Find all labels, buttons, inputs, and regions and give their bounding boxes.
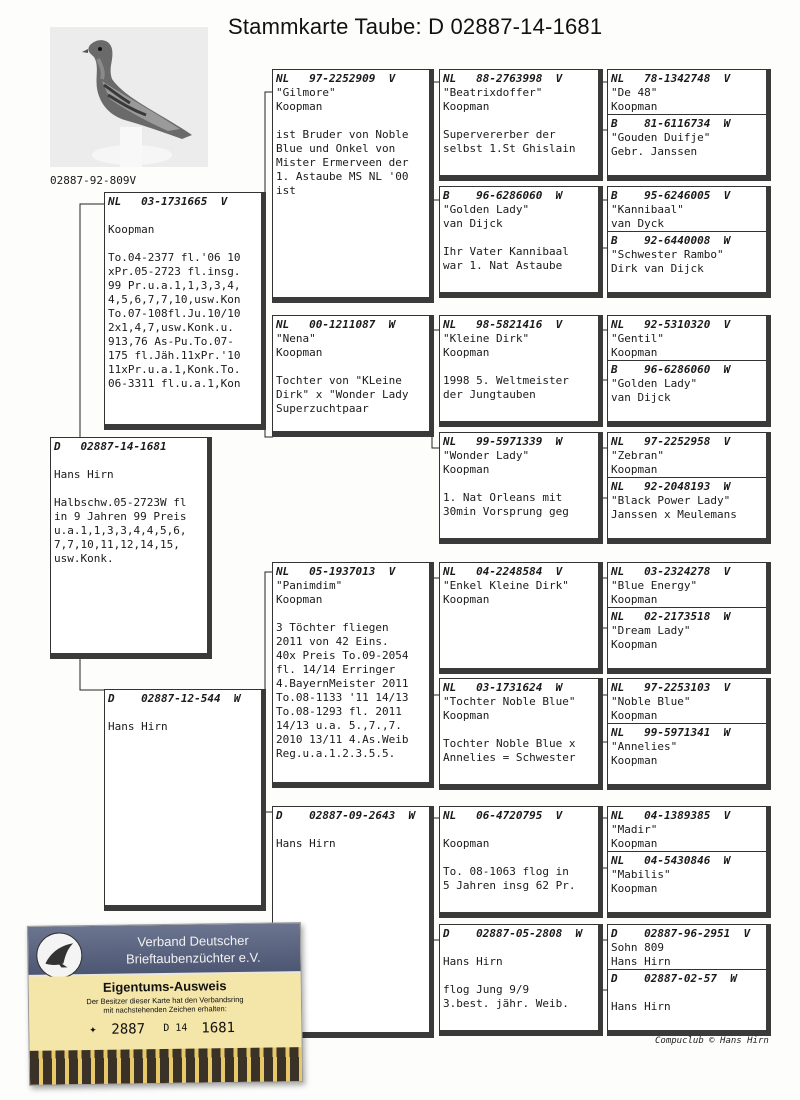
ring-number: B 96-6286060 W (611, 363, 731, 376)
entry-line: "Kleine Dirk" (443, 332, 530, 345)
ring-number: NL 03-2324278 V (611, 565, 731, 578)
pedigree-entry-h4 (608, 231, 766, 276)
pedigree-entry-g6 (443, 681, 595, 765)
entry-line (443, 360, 595, 374)
entry-line: Koopman (443, 593, 490, 606)
ring-number: NL 88-2763998 V (443, 72, 563, 85)
ring-number: NL 06-4720795 V (443, 809, 563, 822)
entry-line: 99 Pr.u.a.1,1,3,3,4, (108, 279, 241, 292)
entry-line: "Madir" (611, 823, 658, 836)
entry-line: 4,5,6,7,7,10,usw.Kon (108, 293, 241, 306)
badge-org-line1: Verband Deutscher (137, 932, 249, 950)
pedigree-entry-g2 (443, 189, 595, 273)
entry-line: ist (276, 184, 296, 197)
entry-line: 1998 5. Weltmeister (443, 374, 569, 387)
entry-line: "Gouden Duifje" (611, 131, 711, 144)
entry-line: 913,76 As-Pu.To.07- (108, 335, 234, 348)
card-main (50, 437, 212, 659)
entry-line: 14/13 u.a. 5.,7.,7. (276, 719, 402, 732)
dove-logo-icon (36, 932, 83, 979)
entry-line: der Jungtauben (443, 388, 536, 401)
pedigree-entry-main (54, 440, 204, 566)
pedigree-entry-h16 (608, 969, 766, 1014)
entry-line: 3 Töchter fliegen (276, 621, 389, 634)
ring-number: NL 00-1211087 W (276, 318, 396, 331)
entry-line: Koopman (443, 463, 490, 476)
pedigree-entry-gf2 (276, 565, 426, 761)
entry-line: "Annelies" (611, 740, 678, 753)
entry-line (108, 209, 258, 223)
entry-line: To.07-108fl.Ju.10/10 (108, 307, 241, 320)
card-h7-h8 (607, 432, 771, 544)
entry-line: 2011 von 42 Eins. (276, 635, 389, 648)
ring-number: B 96-6286060 W (443, 189, 563, 202)
ring-number: D 02887-14-1681 (54, 440, 167, 453)
ring-number: B 92-6440008 W (611, 234, 731, 247)
pedigree-entry-h13 (611, 809, 763, 851)
ring-number: NL 99-5971339 W (443, 435, 563, 448)
pedigree-entry-gm2 (276, 809, 426, 851)
card-h13-h14 (607, 806, 771, 918)
entry-line: Koopman (611, 837, 658, 850)
card-h11-h12 (607, 678, 771, 790)
entry-line: "Panimdim" (276, 579, 343, 592)
entry-line: 175 fl.Jäh.11xPr.'10 (108, 349, 241, 362)
pedigree-entry-h9 (611, 565, 763, 607)
entry-line: ist Bruder von Noble (276, 128, 409, 141)
entry-line: selbst 1.St Ghislain (443, 142, 576, 155)
entry-line: Koopman (611, 593, 658, 606)
entry-line: Gebr. Janssen (611, 145, 698, 158)
entry-line: 30min Vorsprung geg (443, 505, 569, 518)
entry-line: "Wonder Lady" (443, 449, 530, 462)
card-h1-h2 (607, 69, 771, 181)
entry-line: Tochter von "KLeine (276, 374, 402, 387)
pedigree-entry-h5 (611, 318, 763, 360)
entry-line: Sohn 809 (611, 941, 664, 954)
pedigree-entry-g5 (443, 565, 595, 607)
entry-line (108, 706, 258, 720)
entry-line: 2x1,4,7,usw.Konk.u. (108, 321, 234, 334)
ring-number: NL 02-2173518 W (611, 610, 731, 623)
entry-line (276, 823, 426, 837)
pedigree-entry-father (108, 195, 258, 391)
footer-credit: Compuclub © Hans Hirn (655, 1036, 769, 1046)
badge-title: Eigentums-Ausweis (102, 978, 227, 995)
pedigree-entry-gf1 (276, 72, 426, 198)
entry-line: Dirk" x "Wonder Lady (276, 388, 409, 401)
entry-line: "Golden Lady" (611, 377, 698, 390)
entry-line: Supervererber der (443, 128, 556, 141)
card-g2 (439, 186, 603, 298)
card-gm1 (272, 315, 434, 437)
card-g6 (439, 678, 603, 790)
entry-line: war 1. Nat Astaube (443, 259, 563, 272)
pedigree-entry-h8 (608, 477, 766, 522)
entry-line: Koopman (611, 463, 658, 476)
entry-line: "Noble Blue" (611, 695, 691, 708)
pedigree-entry-h7 (611, 435, 763, 477)
entry-line: Koopman (276, 593, 323, 606)
entry-line: Koopman (611, 100, 658, 113)
entry-line: xPr.05-2723 fl.insg. (108, 265, 241, 278)
ring-number: D 02887-12-544 W (108, 692, 241, 705)
ring-number: NL 99-5971341 W (611, 726, 731, 739)
entry-line: "Gilmore" (276, 86, 336, 99)
entry-line: 7,7,10,11,12,14,15, (54, 538, 180, 551)
entry-line: To.08-1133 '11 14/13 (276, 691, 409, 704)
ring-number: NL 78-1342748 V (611, 72, 731, 85)
pedigree-entry-mother (108, 692, 258, 734)
pedigree-entry-g1 (443, 72, 595, 156)
card-g3 (439, 315, 603, 427)
entry-line: 2010 13/11 4.As.Weib (276, 733, 409, 746)
card-gf2 (272, 562, 434, 788)
card-father (104, 192, 266, 430)
entry-line: Koopman (443, 346, 490, 359)
entry-line: "Schwester Rambo" (611, 248, 724, 261)
pedigree-entry-h6 (608, 360, 766, 405)
card-g5 (439, 562, 603, 674)
pedigree-entry-h1 (611, 72, 763, 114)
entry-line: "Zebran" (611, 449, 664, 462)
entry-line (443, 941, 595, 955)
badge-org-line2: Brieftaubenzüchter e.V. (125, 949, 261, 967)
pedigree-entry-h11 (611, 681, 763, 723)
card-h5-h6 (607, 315, 771, 427)
ring-number: NL 04-2248584 V (443, 565, 563, 578)
entry-line: To.08-1293 fl. 2011 (276, 705, 402, 718)
entry-line (108, 237, 258, 251)
entry-line: Koopman (611, 709, 658, 722)
entry-line: Mister Ermerveen der (276, 156, 409, 169)
pedigree-entry-g7 (443, 809, 595, 893)
pedigree-entry-gm1 (276, 318, 426, 416)
entry-line: Ihr Vater Kannibaal (443, 245, 569, 258)
ring-number: B 95-6246005 V (611, 189, 731, 202)
page-title: Stammkarte Taube: D 02887-14-1681 (228, 14, 603, 39)
entry-line: Koopman (611, 754, 658, 767)
entry-line: 06-3311 fl.u.a.1,Kon (108, 377, 241, 390)
entry-line (611, 986, 763, 1000)
entry-line: Dirk van Dijck (611, 262, 704, 275)
badge-description (43, 994, 287, 1015)
card-h15-h16 (607, 924, 771, 1036)
ring-number: NL 04-1389385 V (611, 809, 731, 822)
entry-line: van Dijck (611, 391, 671, 404)
entry-line (443, 477, 595, 491)
entry-line: 1. Nat Orleans mit (443, 491, 563, 504)
entry-line: Reg.u.a.1.2.3.5.5. (276, 747, 396, 760)
entry-line: fl. 14/14 Erringer (276, 663, 396, 676)
entry-line: 1. Astaube MS NL '00 (276, 170, 409, 183)
ring-club: 2887 (111, 1021, 146, 1038)
entry-line (443, 114, 595, 128)
ownership-badge (27, 922, 303, 1086)
entry-line: Koopman (443, 837, 490, 850)
ring-number: NL 97-2253103 V (611, 681, 731, 694)
ring-number: NL 97-2252909 V (276, 72, 396, 85)
entry-line: Hans Hirn (54, 468, 114, 481)
entry-line: "Tochter Noble Blue" (443, 695, 576, 708)
entry-line (443, 723, 595, 737)
badge-ring-number (89, 1017, 289, 1042)
pedigree-entry-h2 (608, 114, 766, 159)
ring-number: D 02887-02-57 W (611, 972, 737, 985)
entry-line: 11xPr.u.a.1,Konk.To. (108, 363, 241, 376)
entry-line: Hans Hirn (611, 1000, 671, 1013)
entry-line: Halbschw.05-2723W fl (54, 496, 187, 509)
card-g8 (439, 924, 603, 1036)
badge-desc-line2: mit nachstehenden Zeichen erhalten: (103, 1004, 227, 1015)
entry-line (54, 482, 204, 496)
ring-number: D 02887-05-2808 W (443, 927, 583, 940)
pedigree-entry-h10 (608, 607, 766, 652)
entry-line: "Black Power Lady" (611, 494, 731, 507)
entry-line: "Nena" (276, 332, 316, 345)
card-gf1 (272, 69, 434, 303)
entry-line: "Gentil" (611, 332, 664, 345)
entry-line: u.a.1,1,3,3,4,4,5,6, (54, 524, 187, 537)
entry-line: Hans Hirn (108, 720, 168, 733)
entry-line: To.04-2377 fl.'06 10 (108, 251, 241, 264)
card-g4 (439, 432, 603, 544)
ring-number: NL 03-1731665 V (108, 195, 228, 208)
entry-line (276, 114, 426, 128)
ring-number: NL 04-5430846 W (611, 854, 731, 867)
entry-line (443, 851, 595, 865)
badge-pattern (30, 1047, 302, 1085)
ring-number: NL 92-2048193 W (611, 480, 731, 493)
entry-line: "Golden Lady" (443, 203, 530, 216)
entry-line: Koopman (108, 223, 155, 236)
entry-line: "Beatrixdoffer" (443, 86, 543, 99)
entry-line (443, 969, 595, 983)
badge-desc-line1: Der Besitzer dieser Karte hat den Verbandsring (86, 994, 244, 1007)
entry-line: in 9 Jahren 99 Preis (54, 510, 187, 523)
card-h9-h10 (607, 562, 771, 674)
entry-line: Superzuchtpaar (276, 402, 369, 415)
pedigree-entry-g8 (443, 927, 595, 1011)
ring-number: NL 92-5310320 V (611, 318, 731, 331)
entry-line: Janssen x Meulemans (611, 508, 737, 521)
entry-line: flog Jung 9/9 (443, 983, 530, 996)
sire-ring-label: 02887-92-809V (50, 174, 137, 187)
entry-line: "Mabilis" (611, 868, 671, 881)
ring-number: NL 98-5821416 V (443, 318, 563, 331)
entry-line: Koopman (276, 100, 323, 113)
ring-number: NL 97-2252958 V (611, 435, 731, 448)
entry-line: Koopman (443, 709, 490, 722)
entry-line: 5 Jahren insg 62 Pr. (443, 879, 576, 892)
pedigree-entry-g3 (443, 318, 595, 402)
entry-line: Koopman (611, 638, 658, 651)
entry-line: Tochter Noble Blue x (443, 737, 576, 750)
entry-line (54, 454, 204, 468)
entry-line: "Dream Lady" (611, 624, 691, 637)
ring-number: 1681 (201, 1020, 236, 1037)
entry-line (276, 360, 426, 374)
small-dove-icon: ✦ (89, 1021, 97, 1037)
entry-line: 40x Preis To.09-2054 (276, 649, 409, 662)
entry-line: van Dyck (611, 217, 664, 230)
card-g1 (439, 69, 603, 181)
ring-number: D 02887-09-2643 W (276, 809, 416, 822)
pedigree-entry-h3 (611, 189, 763, 231)
entry-line: Annelies = Schwester (443, 751, 576, 764)
card-g7 (439, 806, 603, 918)
entry-line: Koopman (276, 346, 323, 359)
entry-line: "Enkel Kleine Dirk" (443, 579, 569, 592)
entry-line: Hans Hirn (276, 837, 336, 850)
pedigree-entry-g4 (443, 435, 595, 519)
entry-line: Hans Hirn (611, 955, 671, 968)
entry-line (443, 231, 595, 245)
entry-line: To. 08-1063 flog in (443, 865, 569, 878)
entry-line: Hans Hirn (443, 955, 503, 968)
entry-line: "Blue Energy" (611, 579, 698, 592)
entry-line: 4.BayernMeister 2011 (276, 677, 409, 690)
entry-line: "De 48" (611, 86, 658, 99)
card-mother (104, 689, 266, 911)
ring-number: B 81-6116734 W (611, 117, 731, 130)
entry-line: van Dijck (443, 217, 503, 230)
ring-number: NL 03-1731624 W (443, 681, 563, 694)
entry-line (443, 823, 595, 837)
entry-line: Blue und Onkel von (276, 142, 396, 155)
card-h3-h4 (607, 186, 771, 298)
entry-line: Koopman (611, 882, 658, 895)
entry-line (276, 607, 426, 621)
entry-line: 3.best. jähr. Weib. (443, 997, 569, 1010)
pedigree-entry-h12 (608, 723, 766, 768)
badge-org-name (98, 931, 288, 968)
ring-year: D 14 (163, 1022, 188, 1035)
entry-line: "Kannibaal" (611, 203, 684, 216)
pedigree-entry-h15 (611, 927, 763, 969)
entry-line: usw.Konk. (54, 552, 114, 565)
pedigree-entry-h14 (608, 851, 766, 896)
ring-number: NL 05-1937013 V (276, 565, 396, 578)
ring-number: D 02887-96-2951 V (611, 927, 751, 940)
entry-line: Koopman (443, 100, 490, 113)
entry-line: Koopman (611, 346, 658, 359)
